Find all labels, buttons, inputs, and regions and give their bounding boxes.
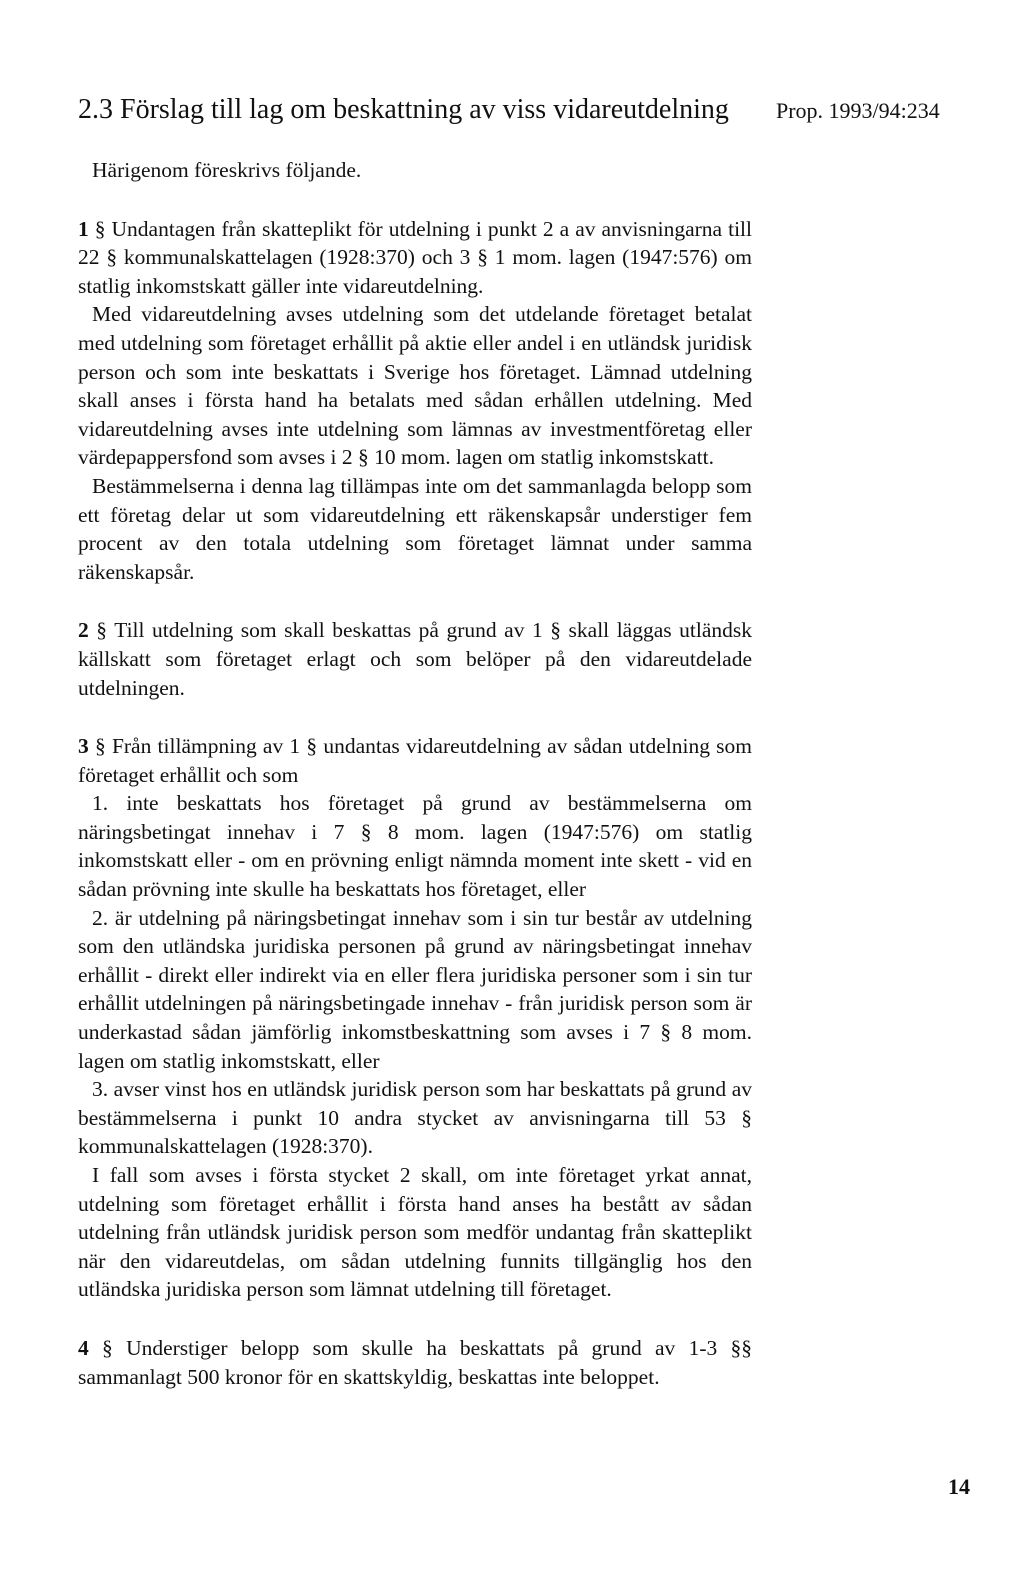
section-number: 4 [78, 1335, 89, 1360]
section-number: 3 [78, 734, 89, 759]
section-4-paragraph-1 [78, 1334, 752, 1391]
section-symbol: § [102, 1335, 113, 1360]
section-2 [78, 616, 752, 702]
section-symbol: § [96, 618, 108, 643]
intro-text: Härigenom föreskrivs följande. [92, 158, 362, 182]
section-title: 2.3 Förslag till lag om beskattning av viss vidareutdelning [78, 94, 729, 125]
section-4 [78, 1334, 752, 1391]
section-3-paragraph-2: I fall som avses i första stycket 2 skall, om inte företaget yrkat annat, utdelning som företaget erhållit i första hand anses ha bestått av sådan utdelning från utländsk juridisk person som medför undantag från skatteplikt när den vidareutdelas, om sådan utdelning funnits tillgänglig hos den utländska juridiska person som lämnat utdelning till företaget. [78, 1163, 752, 1302]
proposition-reference: Prop. 1993/94:234 [776, 98, 940, 123]
section-3-paragraph-1 [78, 732, 752, 789]
page-number: 14 [948, 1474, 970, 1499]
section-1-paragraph-3: Bestämmelserna i denna lag tillämpas inte om det sammanlagda belopp som ett företag delar ut som vidareutdelning ett räkenskapsår understiger fem procent av den totala utdelning som företaget lämnat under samma räkenskapsår. [78, 473, 752, 584]
section-3-item-1: 1. inte beskattats hos företaget på grund av bestämmelserna om näringsbetingat innehav i 7 § 8 mom. lagen (1947:576) om statlig inkomstskatt eller - om en prövning enligt nämnda moment inte skett - vid en sådan prövning inte skulle ha beskattats hos företaget, eller [78, 791, 752, 902]
document-body [78, 156, 752, 1391]
section-number: 2 [78, 618, 89, 643]
paragraph-text: Till utdelning som skall beskattas på grund av 1 § skall läggas utländsk källskatt som företaget erlagt och som belöper på den vidareutdelade utdelningen. [78, 618, 753, 700]
section-symbol: § [94, 734, 106, 759]
section-1-paragraph-2: Med vidareutdelning avses utdelning som det utdelande företaget betalat med utdelning som företaget erhållit på aktie eller andel i en utländsk juridisk person och som inte beskattats i Sverige hos företaget. Lämnad utdelning skall anses i första hand ha betalats med sådan erhållen utdelning. Med vidareutdelning avses inte utdelning som lämnas av investmentföretag eller värdepappersfond som avses i 2 § 10 mom. lagen om statlig inkomstskatt. [78, 302, 752, 470]
paragraph-text: Undantagen från skatteplikt för utdelning i punkt 2 a av anvisningarna till 22 § kommunalskattelagen (1928:370) och 3 § 1 mom. lagen (1947:576) om statlig inkomstskatt gäller inte vidareutdelning. [78, 216, 753, 298]
paragraph-text: Från tillämpning av 1 § undantas vidareutdelning av sådan utdelning som företaget erhållit och som [78, 734, 753, 787]
section-1-paragraph-1 [78, 215, 752, 301]
section-3-item-2: 2. är utdelning på näringsbetingat innehav som i sin tur består av utdelning som den utländska juridiska personen på grund av näringsbetingat innehav erhållit - direkt eller indirekt via en eller flera juridiska personer som i sin tur erhållit utdelningen på näringsbetingade innehav - från juridisk person som är underkastad sådan jämförlig inkomstbeskattning som avses i 7 § 8 mom. lagen om statlig inkomstskatt, eller [78, 905, 752, 1073]
section-1 [78, 215, 752, 587]
section-3 [78, 732, 752, 1304]
section-2-paragraph-1 [78, 616, 752, 702]
section-3-item-3: 3. avser vinst hos en utländsk juridisk person som har beskattats på grund av bestämmelserna i punkt 10 andra stycket av anvisningarna till 53 § kommunalskattelagen (1928:370). [78, 1077, 752, 1159]
paragraph-text: Understiger belopp som skulle ha beskattats på grund av 1-3 §§ sammanlagt 500 kronor för en skattskyldig, beskattas inte beloppet. [78, 1335, 752, 1389]
section-number: 1 [78, 216, 89, 241]
section-symbol: § [94, 216, 106, 241]
